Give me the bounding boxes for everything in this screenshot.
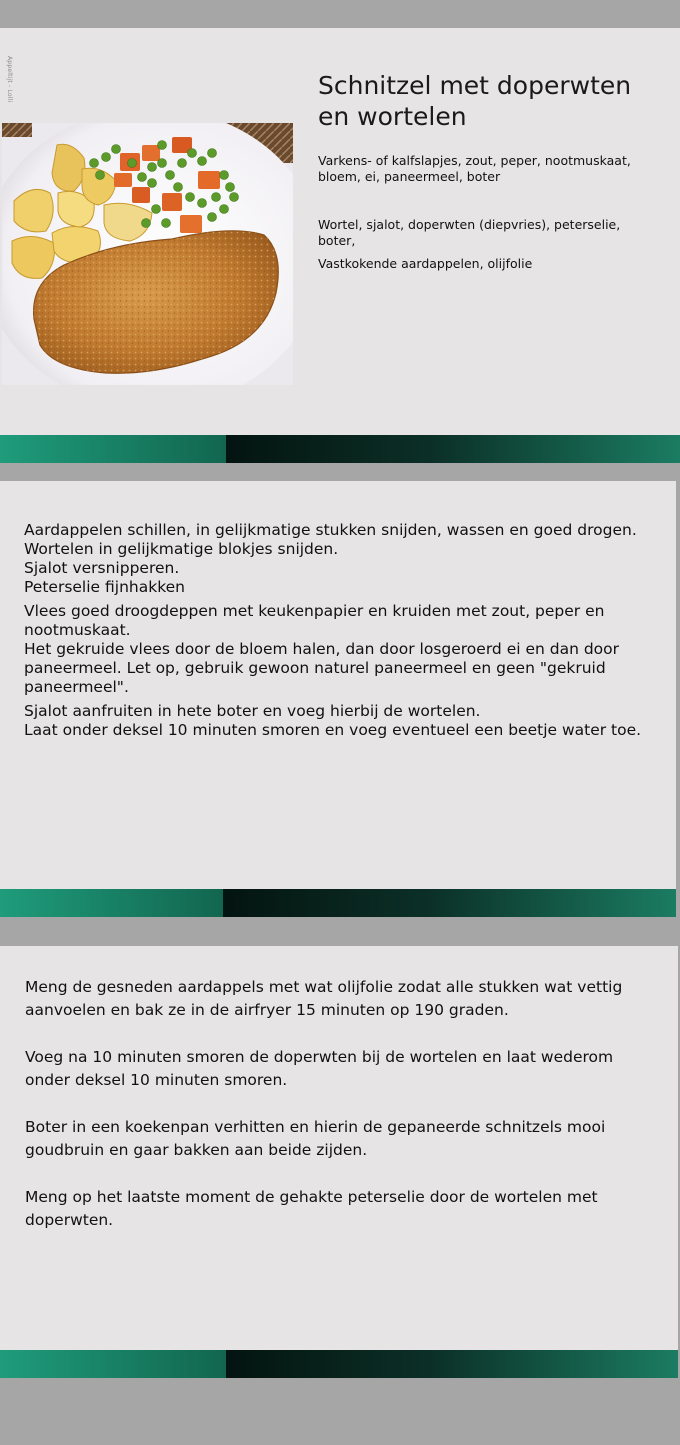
- footer-band: [0, 435, 680, 463]
- schnitzel-photo: [2, 123, 293, 385]
- footer-band-accent: [0, 1350, 226, 1378]
- step-text: Voeg na 10 minuten smoren de doperwten bij de wortelen en laat wederom onder deksel 10 minuten smoren.: [25, 1048, 614, 1089]
- slide-preparation: [0, 481, 676, 917]
- slide-cooking: [0, 946, 678, 1378]
- step-text: Meng de gesneden aardappels met wat olijfolie zodat alle stukken wat vettig aanvoelen en bak ze in de airfryer 15 minuten op 190 graden.: [25, 978, 623, 1019]
- ingredients-potatoes: Vastkokende aardappelen, olijfolie: [318, 256, 533, 271]
- step-text: Het gekruide vlees door de bloem halen, dan door losgeroerd ei en dan door paneermeel. Let op, gebruik gewoon naturel paneermeel en geen "gekruid paneermeel".: [24, 640, 620, 696]
- footer-band: [0, 1350, 678, 1378]
- footer-band: [0, 889, 676, 917]
- step-text: Vlees goed droogdeppen met keukenpapier en kruiden met zout, peper en nootmuskaat.: [24, 602, 605, 639]
- footer-band-dark: [226, 435, 680, 463]
- photo-credit: Appeltijt - Lolli: [6, 56, 13, 103]
- footer-band-accent: [0, 435, 226, 463]
- footer-band-accent: [0, 889, 223, 917]
- footer-band-dark: [226, 1350, 678, 1378]
- step-text: Boter in een koekenpan verhitten en hierin de gepaneerde schnitzels mooi goudbruin en gaar bakken aan beide zijden.: [25, 1118, 606, 1159]
- step-text: Aardappelen schillen, in gelijkmatige stukken snijden, wassen en goed drogen.: [24, 521, 637, 539]
- footer-band-dark: [223, 889, 676, 917]
- ingredients-meat: Varkens- of kalfslapjes, zout, peper, nootmuskaat, bloem, ei, paneermeel, boter: [318, 153, 631, 184]
- step-text: Laat onder deksel 10 minuten smoren en voeg eventueel een beetje water toe.: [24, 721, 642, 739]
- step-text: Wortelen in gelijkmatige blokjes snijden.: [24, 540, 339, 558]
- cooking-steps: [25, 976, 655, 1256]
- recipe-title: Schnitzel met doperwten en wortelen: [318, 71, 632, 131]
- step-text: Sjalot versnipperen.: [24, 559, 180, 577]
- step-text: Sjalot aanfruiten in hete boter en voeg hierbij de wortelen.: [24, 702, 481, 720]
- step-text: Peterselie fijnhakken: [24, 578, 185, 596]
- step-text: Meng op het laatste moment de gehakte peterselie door de wortelen met doperwten.: [25, 1188, 598, 1229]
- ingredients-vegetables: Wortel, sjalot, doperwten (diepvries), peterselie, boter,: [318, 217, 621, 248]
- slide-title: [0, 28, 680, 463]
- preparation-steps: [24, 521, 664, 745]
